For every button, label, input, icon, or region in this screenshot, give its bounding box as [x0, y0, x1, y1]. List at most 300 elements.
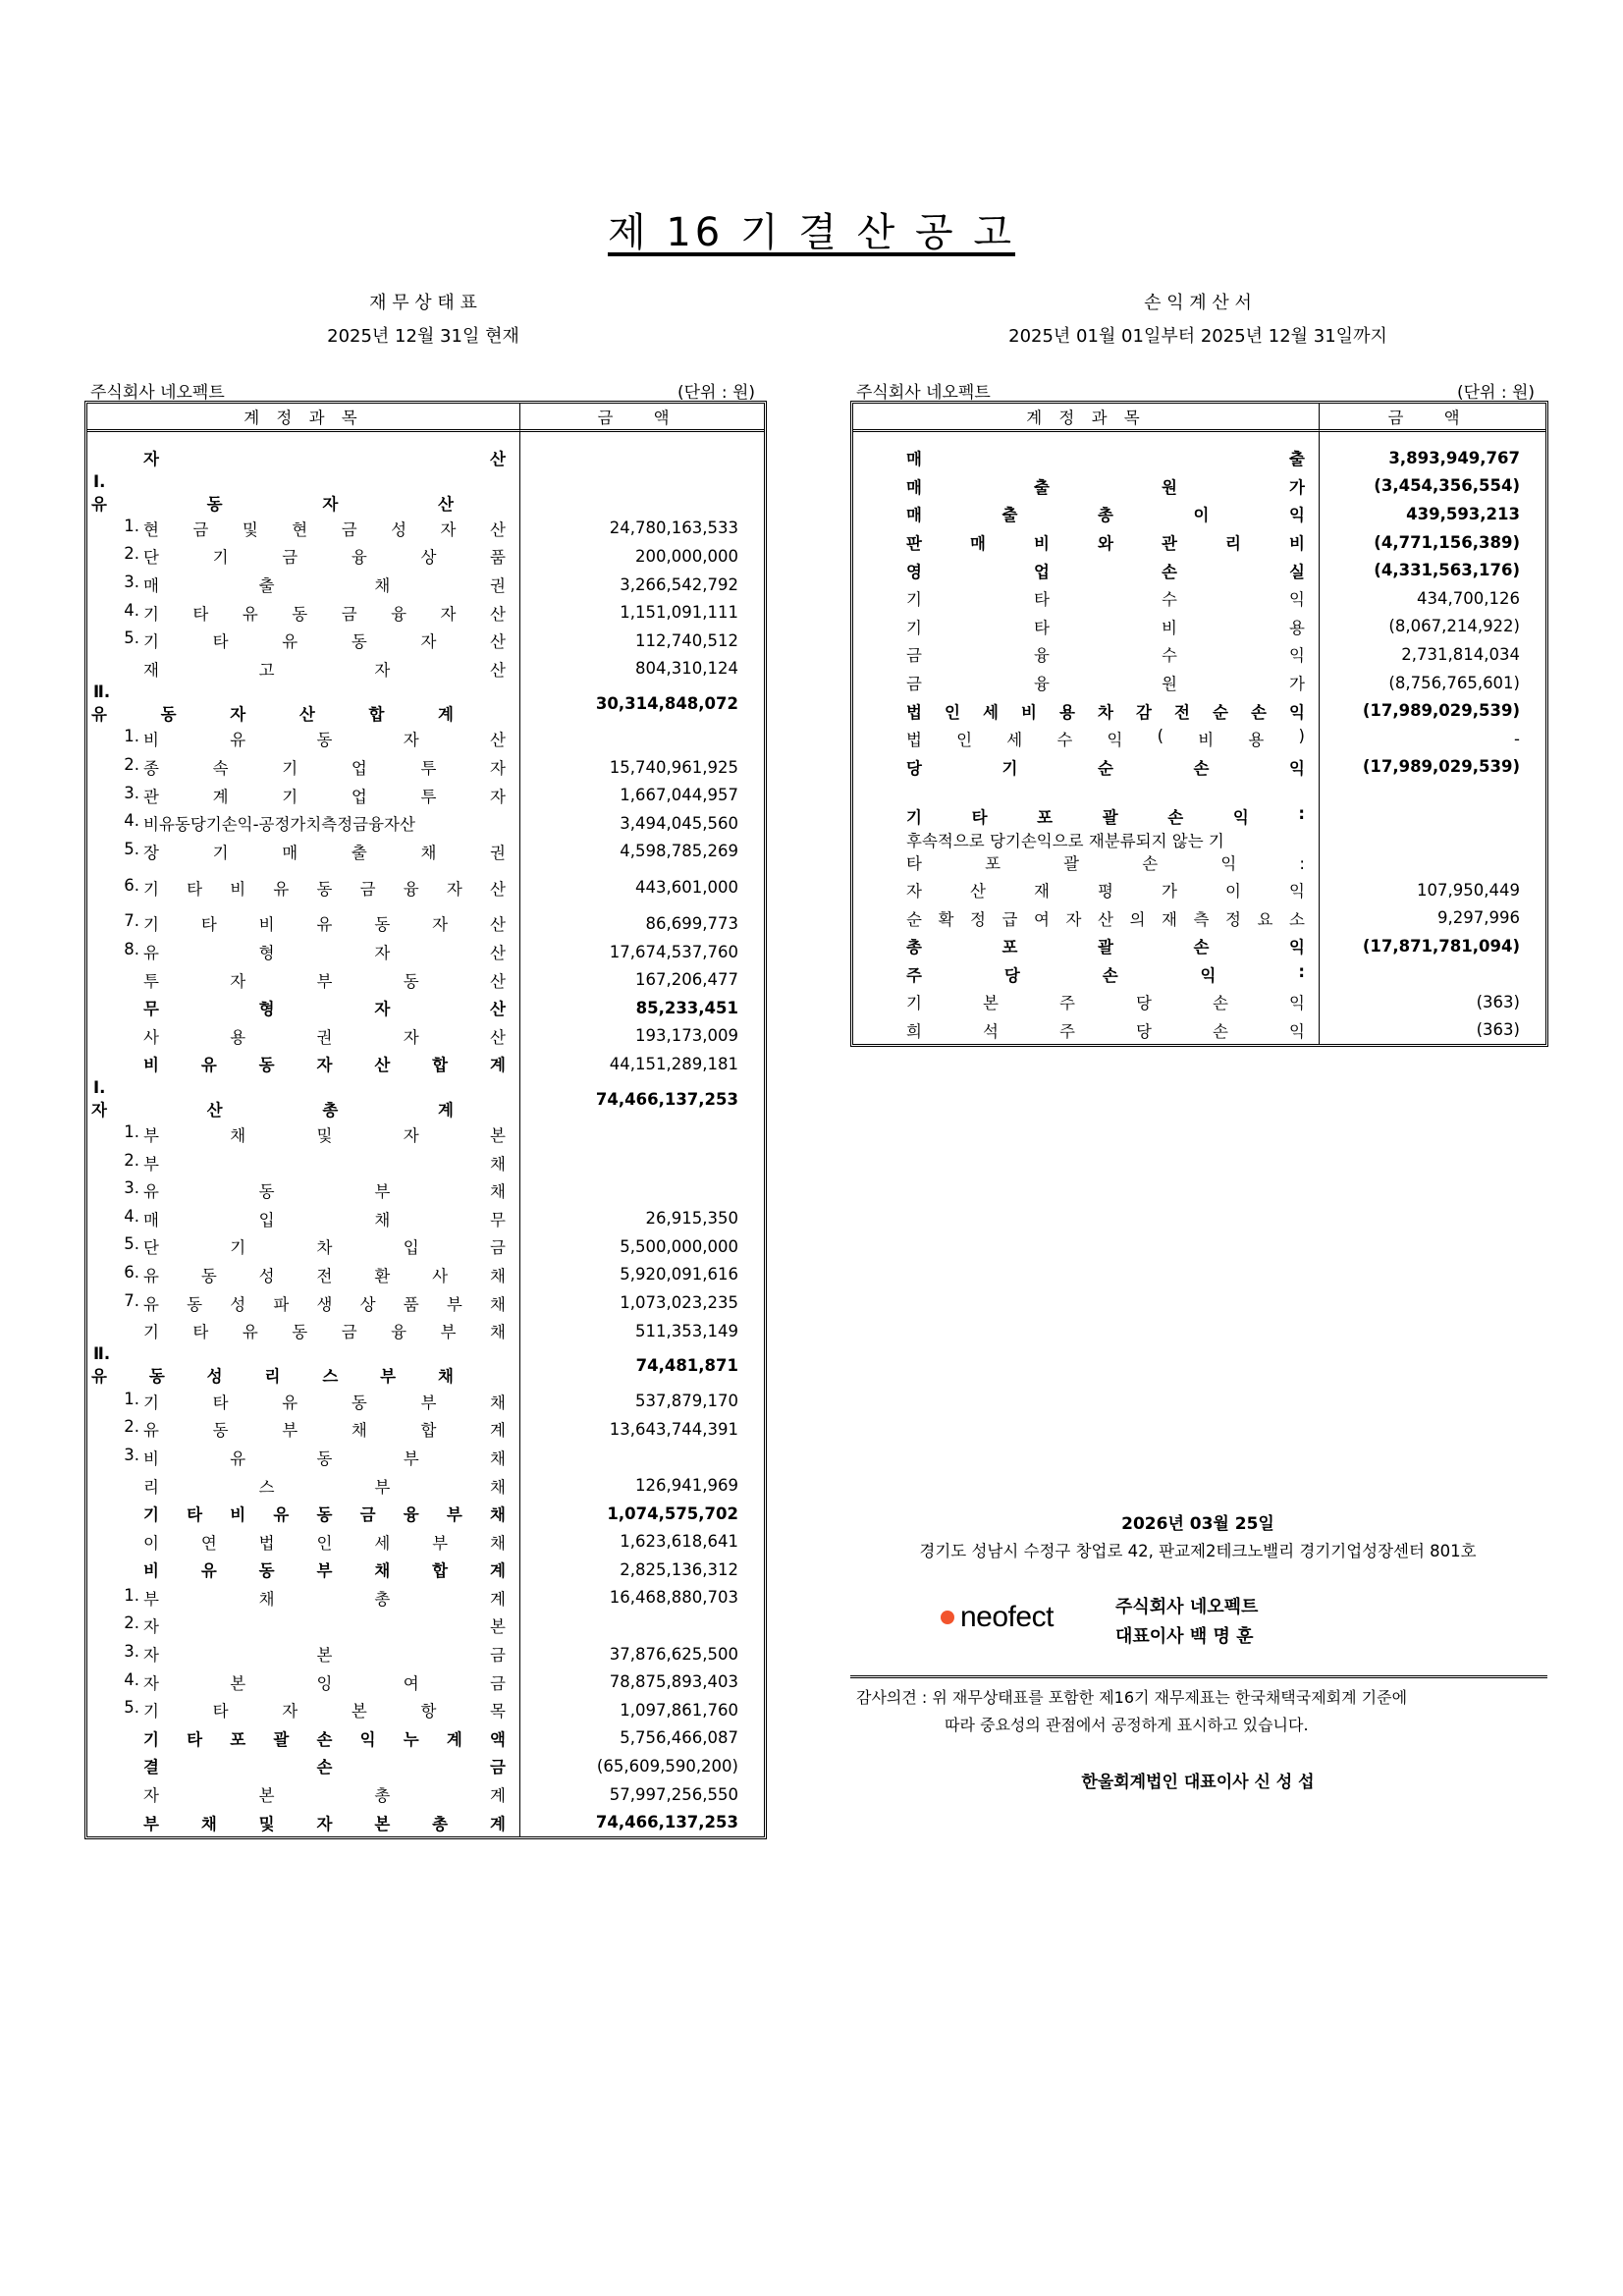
char: 기: [143, 1505, 159, 1525]
bs-amount: 511,353,149: [519, 1317, 764, 1345]
char: 금: [341, 604, 357, 624]
bs-row-number: 5.: [124, 839, 139, 858]
char: 유: [200, 1056, 217, 1075]
bs-amount: 3,494,045,560: [519, 809, 764, 838]
char: 유: [91, 1367, 107, 1387]
char: 당: [1003, 965, 1020, 985]
spread-text: [143, 601, 506, 625]
char: 채: [200, 1814, 217, 1833]
neofect-logo: [941, 1601, 1054, 1634]
bs-row: [87, 571, 764, 599]
char: 투: [143, 971, 159, 991]
bs-spacer: [87, 432, 764, 444]
is-header-row: [853, 404, 1545, 432]
char: 총: [1098, 506, 1113, 525]
char: 괄: [1102, 808, 1118, 828]
bs-amount: 78,875,893,403: [519, 1667, 764, 1696]
char: 본: [230, 1673, 246, 1693]
spread-text: [906, 502, 1305, 525]
bs-row-number: 2.: [124, 1613, 139, 1633]
char: 성: [206, 1367, 223, 1387]
spread-text: [906, 642, 1305, 666]
bs-row: [87, 1317, 764, 1345]
char: 타: [192, 1323, 209, 1342]
char: 매: [970, 534, 986, 554]
char: 부: [143, 1125, 159, 1145]
bs-row: [87, 444, 764, 472]
char: 생: [316, 1294, 333, 1314]
char: 익: [1232, 808, 1249, 828]
spread-text: [906, 962, 1305, 986]
char: 매: [906, 450, 922, 469]
char: 자: [230, 705, 246, 725]
is-amount: 434,700,126: [1319, 584, 1545, 613]
char: 품: [403, 1294, 419, 1314]
spread-text: [143, 1502, 506, 1525]
spread-text: [906, 474, 1305, 498]
char: 기: [1001, 758, 1018, 778]
char: 재: [1034, 882, 1050, 902]
bs-row: [87, 1261, 764, 1289]
char: 익: [1289, 994, 1305, 1013]
bs-account-label: [87, 909, 519, 938]
spread-text: [143, 1754, 506, 1777]
spread-text: [91, 1363, 454, 1387]
bs-unit: (단위 : 원): [677, 383, 756, 403]
char: 금: [192, 519, 209, 539]
char: 유: [273, 1505, 290, 1525]
char: 수: [1162, 646, 1177, 666]
char: 용: [1248, 731, 1265, 750]
char: 합: [432, 1056, 449, 1075]
char: 부: [380, 1367, 397, 1387]
spread-text: [143, 1558, 506, 1581]
bs-amount: 17,674,537,760: [519, 938, 764, 966]
char: 합: [368, 705, 385, 725]
char: 기: [282, 759, 298, 779]
is-account-label: [853, 960, 1319, 989]
bs-row: [87, 1344, 764, 1387]
bs-amount: 44,151,289,181: [519, 1050, 764, 1078]
char: 정: [970, 909, 986, 929]
bs-header-row: [87, 404, 764, 432]
char: 동: [160, 705, 177, 725]
bs-account-label: [87, 1500, 519, 1528]
is-account-label: [853, 725, 1319, 753]
char: 여: [1034, 909, 1050, 929]
bs-row: [87, 1232, 764, 1261]
char: 부: [446, 1505, 462, 1525]
bs-amount: 443,601,000: [519, 865, 764, 909]
char: 투: [420, 787, 437, 806]
char: 합: [432, 1561, 449, 1581]
char: 순: [906, 909, 922, 929]
char: 리: [143, 1477, 159, 1497]
bs-row: [87, 809, 764, 838]
char: 기: [230, 1238, 246, 1258]
bs-row: [87, 753, 764, 782]
char: 상: [359, 1294, 376, 1314]
char: 산: [490, 632, 506, 652]
char: 융: [1034, 675, 1050, 694]
char: 총: [432, 1814, 449, 1833]
char: 재: [143, 660, 159, 680]
char: 유: [143, 1294, 159, 1314]
bs-account-label: [87, 1612, 519, 1640]
char: 유: [242, 604, 258, 624]
bs-account-label: [87, 1780, 519, 1809]
char: 자: [91, 1100, 107, 1120]
char: 타: [906, 853, 922, 873]
char: 및: [258, 1814, 275, 1833]
char: 산: [490, 879, 506, 899]
bs-row: [87, 1022, 764, 1051]
is-account-label: [853, 988, 1319, 1016]
spread-text: [906, 446, 1305, 469]
is-row: [853, 988, 1545, 1016]
char: 유: [282, 1393, 298, 1412]
is-account-label: [853, 903, 1319, 932]
bs-amount: 86,699,773: [519, 909, 764, 938]
char: 괄: [1063, 853, 1080, 873]
is-amount: (4,771,156,389): [1319, 528, 1545, 557]
bs-row-number: 7.: [124, 911, 139, 931]
bs-row-number: 5.: [124, 1234, 139, 1254]
char: 전: [1174, 702, 1190, 722]
char: 환: [374, 1266, 391, 1285]
char: 포: [230, 1729, 246, 1749]
is-amount: 439,593,213: [1319, 500, 1545, 528]
spread-text: [91, 701, 454, 725]
is-row: [853, 903, 1545, 932]
bs-account-label: [87, 444, 519, 472]
bs-amount: 74,466,137,253: [519, 1078, 764, 1121]
char: 계: [490, 1421, 506, 1441]
bs-amount: 1,074,575,702: [519, 1500, 764, 1528]
bs-account-label: [87, 753, 519, 782]
char: 익: [1107, 731, 1123, 750]
char: 자: [446, 879, 462, 899]
char: 유: [200, 1561, 217, 1581]
spread-text: [143, 1446, 506, 1469]
char: 금: [359, 1505, 376, 1525]
char: 비: [258, 915, 275, 935]
bs-row: [87, 1415, 764, 1444]
bs-row-number: 4.: [124, 811, 139, 831]
bs-row-number: Ⅱ.: [93, 683, 111, 702]
char: 채: [489, 1266, 506, 1285]
char: 정: [1225, 909, 1241, 929]
char: 익: [1289, 506, 1305, 525]
char: 기: [143, 1323, 159, 1342]
char: 석: [983, 1021, 999, 1041]
spread-text: [143, 657, 506, 681]
bs-amount: [519, 1444, 764, 1472]
char: 이: [1225, 882, 1241, 902]
char: 포: [1037, 808, 1054, 828]
char: 매: [143, 576, 159, 596]
char: 자: [403, 1125, 419, 1145]
char: 가: [1289, 477, 1305, 497]
bs-row-number: Ⅰ.: [93, 1077, 106, 1097]
char: 유: [282, 632, 298, 652]
spread-text: [143, 1052, 506, 1075]
bs-account-label: [87, 1584, 519, 1613]
char: 채: [351, 1421, 367, 1441]
bs-account-label: [87, 865, 519, 909]
char: 세: [983, 702, 999, 722]
bs-row-number: 4.: [124, 1206, 139, 1226]
spread-text: [906, 804, 1305, 828]
char: 동: [374, 915, 391, 935]
char: 산: [206, 1100, 223, 1120]
bs-account-label: [87, 1148, 519, 1176]
bs-account-label: [87, 598, 519, 627]
bs-row: [87, 838, 764, 866]
char: 채: [258, 1589, 275, 1609]
is-amount: (17,989,029,539): [1319, 696, 1545, 725]
auditor-signature: 한울회계법인 대표이사 신 성 섭: [1081, 1773, 1315, 1792]
char: 권: [490, 576, 506, 596]
char: 감: [1136, 702, 1152, 722]
is-amount: (363): [1319, 1016, 1545, 1045]
spread-text: [906, 586, 1305, 610]
char: 유: [91, 705, 107, 725]
char: 재: [1162, 909, 1177, 929]
spread-text: [143, 727, 506, 750]
bs-account-label: [87, 627, 519, 655]
bs-account-label: [87, 655, 519, 683]
spread-text: [143, 1151, 506, 1175]
char: 익: [1220, 853, 1237, 873]
is-row: [853, 669, 1545, 697]
char: 타: [971, 808, 988, 828]
is-amount: 9,297,996: [1319, 903, 1545, 932]
char: 자: [143, 1617, 159, 1637]
char: 산: [374, 1056, 391, 1075]
spread-text: [143, 1263, 506, 1286]
char: 주: [1059, 994, 1075, 1013]
spread-text: [906, 934, 1305, 957]
char: 동: [316, 731, 333, 750]
bs-amount: 24,780,163,533: [519, 515, 764, 543]
is-row: [853, 613, 1545, 641]
char: 타: [187, 1729, 203, 1749]
spread-text: [143, 1291, 506, 1315]
char: 익: [1289, 646, 1305, 666]
char: 타: [187, 1505, 203, 1525]
char: 산: [489, 604, 506, 624]
char: ): [1298, 727, 1305, 746]
spread-text: [906, 699, 1305, 723]
char: 계: [438, 705, 454, 725]
char: 부: [282, 1421, 298, 1441]
bs-row: [87, 598, 764, 627]
char: 유: [230, 731, 246, 750]
is-account-label: [853, 472, 1319, 501]
char: (: [1157, 727, 1164, 746]
char: 자: [143, 1673, 159, 1693]
spread-text: [143, 1417, 506, 1441]
char: 손: [1213, 1021, 1228, 1041]
char: 유: [143, 1182, 159, 1202]
bs-account-label: [87, 1344, 519, 1387]
char: 성: [391, 519, 407, 539]
char: 손: [1167, 808, 1184, 828]
char: 채: [437, 1367, 454, 1387]
char: 단: [143, 548, 159, 568]
bs-amount: 5,920,091,616: [519, 1261, 764, 1289]
bs-amount: 167,206,477: [519, 965, 764, 994]
char: 본: [983, 994, 999, 1013]
spread-text: [143, 1726, 506, 1750]
char: 계: [489, 1561, 506, 1581]
char: 자: [1065, 909, 1082, 929]
bs-account-label: [87, 1471, 519, 1500]
char: 출: [351, 843, 367, 862]
is-row: [853, 802, 1545, 831]
bs-account-label: [87, 571, 519, 599]
char: 자: [230, 971, 246, 991]
signatory-ceo: 대표이사 백 명 훈: [1115, 1626, 1254, 1647]
char: 산: [489, 915, 506, 935]
spread-text: [143, 1178, 506, 1202]
char: 평: [1098, 882, 1113, 902]
char: 형: [258, 944, 275, 963]
char: 금: [341, 519, 357, 539]
char: 출: [1034, 477, 1050, 497]
bs-account-label: [87, 1724, 519, 1753]
char: 출: [1001, 506, 1018, 525]
char: 익: [1289, 938, 1305, 957]
is-row: [853, 472, 1545, 501]
char: 누: [403, 1729, 419, 1749]
bs-amount: (65,609,590,200): [519, 1752, 764, 1780]
bs-amount: 16,468,880,703: [519, 1584, 764, 1613]
char: 법: [906, 702, 922, 722]
char: 가: [1162, 882, 1177, 902]
bs-amount: 13,643,744,391: [519, 1415, 764, 1444]
is-heading: [854, 287, 1542, 354]
bs-row-number: 1.: [124, 727, 139, 746]
bs-amount: 26,915,350: [519, 1204, 764, 1232]
spread-text: [143, 968, 506, 992]
char: 유: [230, 1449, 246, 1468]
char: 매: [143, 1210, 159, 1230]
bs-row-number: 5.: [124, 629, 139, 648]
bs-amount: 4,598,785,269: [519, 838, 764, 866]
char: 동: [200, 1266, 217, 1285]
char: 업: [1034, 562, 1050, 581]
char: 산: [490, 1000, 506, 1019]
char: 유: [143, 1266, 159, 1285]
char: 단: [143, 1238, 159, 1258]
bs-row-number: 2.: [124, 1417, 139, 1437]
char: 자: [316, 1814, 333, 1833]
spread-text: [143, 940, 506, 963]
char: 동: [316, 879, 333, 899]
bs-account-label: [87, 1808, 519, 1836]
char: 채: [490, 1477, 506, 1497]
char: 기: [143, 632, 159, 652]
char: 산: [490, 944, 506, 963]
bs-amount: [519, 472, 764, 515]
is-row: [853, 725, 1545, 753]
spread-text: [143, 517, 506, 540]
char: 금: [490, 1673, 506, 1693]
bs-account-label: [87, 1022, 519, 1051]
char: 자: [143, 1646, 159, 1666]
notice-date: 2026년 03월 25일: [1121, 1514, 1274, 1534]
char: 동: [187, 1294, 203, 1314]
is-amount: 3,893,949,767: [1319, 444, 1545, 472]
char: 및: [316, 1125, 333, 1145]
char: 사: [432, 1266, 449, 1285]
spread-text: [143, 1670, 506, 1694]
char: 손: [1251, 702, 1267, 722]
char: 의: [1129, 909, 1146, 929]
is-col-amount: 금 액: [1319, 404, 1545, 432]
is-amount: (8,067,214,922): [1319, 613, 1545, 641]
bs-row: [87, 865, 764, 909]
char: 동: [292, 604, 308, 624]
is-date: 2025년 01월 01일부터 2025년 12월 31일까지: [1008, 326, 1387, 347]
char: 사: [143, 1027, 159, 1047]
char: 순: [1213, 702, 1228, 722]
char: 합: [420, 1421, 437, 1441]
bs-body: [87, 432, 764, 1836]
char: :: [1299, 853, 1305, 873]
spread-text: [143, 911, 506, 935]
bs-account-label: [87, 781, 519, 809]
is-gap-row: [853, 781, 1545, 802]
is-account-label: [853, 640, 1319, 669]
bs-amount: 193,173,009: [519, 1022, 764, 1051]
bs-row-number: 3.: [124, 1642, 139, 1662]
char: 부: [143, 1814, 159, 1833]
char: 동: [316, 1449, 333, 1468]
char: 항: [420, 1702, 437, 1722]
logo-text: neofect: [960, 1601, 1054, 1633]
gap-cell: [853, 781, 1319, 802]
char: 이: [1193, 506, 1210, 525]
char: 총: [374, 1786, 391, 1806]
char: 자: [374, 1000, 391, 1019]
char: 권: [316, 1027, 333, 1047]
char: 파: [273, 1294, 290, 1314]
bs-row: [87, 655, 764, 683]
bs-row: [87, 1556, 764, 1584]
spread-text: [143, 573, 506, 596]
bs-account-label: [87, 1444, 519, 1472]
bs-amount: 57,997,256,550: [519, 1780, 764, 1809]
char: 채: [230, 1125, 246, 1145]
char: 현: [143, 519, 159, 539]
char: 본: [490, 1617, 506, 1637]
char: 동: [316, 1505, 333, 1525]
char: 비: [1034, 534, 1050, 554]
bs-row-number: Ⅰ.: [93, 471, 106, 491]
bs-account-label: [87, 809, 519, 838]
bs-amount: 1,097,861,760: [519, 1696, 764, 1724]
char: 기: [906, 994, 922, 1013]
char: 자: [282, 1702, 298, 1722]
char: 유: [242, 1323, 258, 1342]
is-amount: 2,731,814,034: [1319, 640, 1545, 669]
char: 액: [490, 1729, 506, 1749]
char: 자: [316, 1056, 333, 1075]
is-row: [853, 1016, 1545, 1045]
